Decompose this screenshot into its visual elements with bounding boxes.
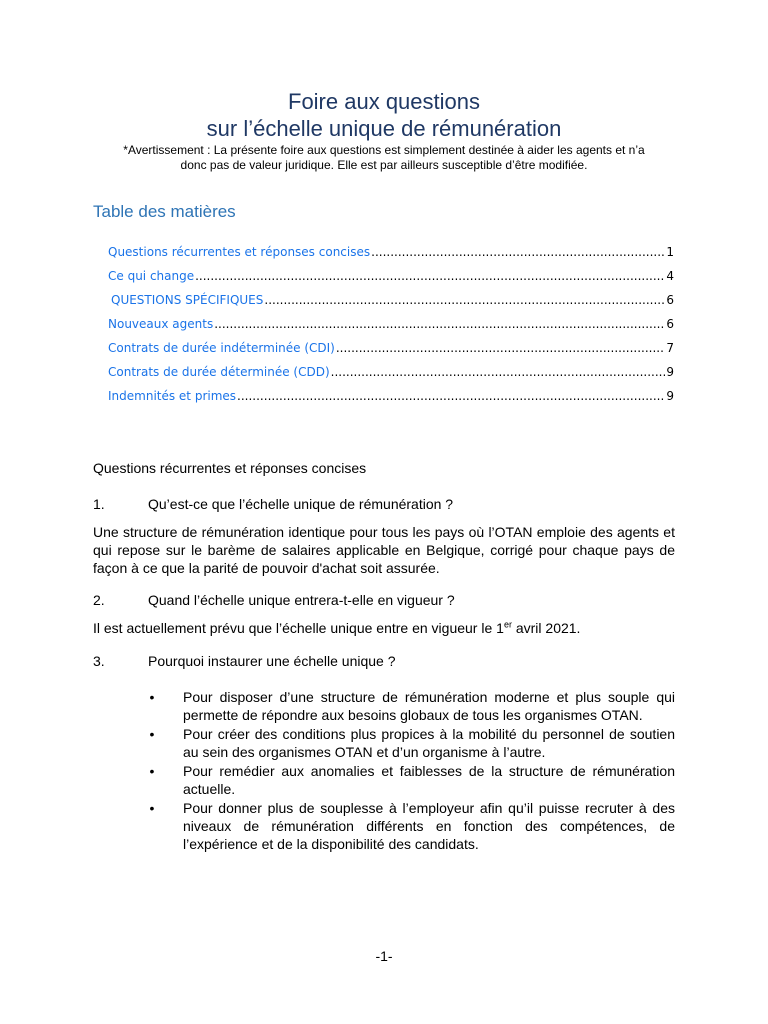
toc-entry-page: 9 [666, 389, 674, 403]
list-item-text: Pour disposer d’une structure de rémunération moderne et plus souple qui permette de répondre aux besoins globaux de tous les organismes OTAN. [183, 689, 675, 723]
answer-2-text-end: avril 2021. [511, 620, 581, 636]
section-heading: Questions récurrentes et réponses concises [93, 460, 367, 476]
toc-entry-page: 6 [666, 317, 674, 331]
question-2 [93, 591, 455, 609]
toc-entry-label[interactable]: Questions récurrentes et réponses concises [108, 245, 371, 259]
toc-heading: Table des matières [93, 202, 236, 221]
list-item-text: Pour donner plus de souplesse à l’employeur afin qu’il puisse recruter à des niveaux de rémunération différents en fonction des compétences, de l’expérience et de la disponibilité des candidats. [183, 800, 675, 852]
document-title-line-2: sur l’échelle unique de rémunération [206, 116, 562, 141]
list-item [145, 725, 675, 761]
question-number: 1. [93, 496, 105, 512]
toc-dot-leader [336, 338, 666, 358]
disclaimer-line-1: *Avertissement : La présente foire aux questions est simplement destinée à aider les agents et n’a [123, 143, 645, 157]
toc-entry-page: 1 [666, 245, 674, 259]
question-number: 3. [93, 653, 105, 669]
toc-entry-indemnites[interactable] [108, 386, 674, 406]
toc-dot-leader [214, 314, 665, 334]
toc-entry-label[interactable]: Nouveaux agents [108, 317, 214, 331]
answer-2-superscript: er [503, 619, 512, 630]
bullet-icon: • [149, 689, 155, 705]
bullet-icon: • [149, 763, 155, 779]
toc-entry-page: 6 [666, 293, 674, 307]
toc-entry-questions-specifiques[interactable] [108, 290, 674, 310]
toc-entry-cdi[interactable] [108, 338, 674, 358]
toc-entry-label[interactable]: QUESTIONS SPÉCIFIQUES [111, 293, 264, 307]
list-item [145, 762, 675, 798]
toc-entry-ce-qui-change[interactable] [108, 266, 674, 286]
answer-1: Une structure de rémunération identique pour tous les pays où l’OTAN emploie des agents et qui repose sur le barème de salaires applicable en Belgique, corrigé pour chaque pays de façon à ce que la parité de pouvoir d'achat soit assurée. [93, 524, 675, 576]
toc-entry-nouveaux-agents[interactable] [108, 314, 674, 334]
question-text: Pourquoi instaurer une échelle unique ? [148, 653, 396, 669]
question-3 [93, 652, 396, 670]
list-item [145, 688, 675, 724]
toc-dot-leader [237, 386, 665, 406]
toc-entry-label[interactable]: Contrats de durée indéterminée (CDI) [108, 341, 335, 355]
toc-dot-leader [331, 362, 666, 382]
toc-entry-page: 4 [666, 269, 674, 283]
page-number: -1- [375, 948, 393, 964]
disclaimer [90, 143, 678, 173]
question-text: Quand l’échelle unique entrera-t-elle en vigueur ? [148, 592, 455, 608]
list-item-text: Pour créer des conditions plus propices à la mobilité du personnel de soutien au sein des organismes OTAN et d’un organisme à l’autre. [183, 726, 675, 760]
toc-entry-label[interactable]: Ce qui change [108, 269, 195, 283]
answer-2 [93, 619, 675, 637]
toc-entry-label[interactable]: Indemnités et primes [108, 389, 237, 403]
answer-2-text: Il est actuellement prévu que l’échelle unique entre en vigueur le 1 [93, 620, 504, 636]
toc-dot-leader [195, 266, 665, 286]
toc-entry-page: 7 [666, 341, 674, 355]
question-number: 2. [93, 592, 105, 608]
toc-entry-questions-recurrentes[interactable] [108, 242, 674, 262]
toc-entry-label[interactable]: Contrats de durée déterminée (CDD) [108, 365, 330, 379]
document-title-line-1: Foire aux questions [288, 89, 480, 114]
question-text: Qu’est-ce que l’échelle unique de rémunération ? [148, 496, 454, 512]
bullet-icon: • [149, 726, 155, 742]
disclaimer-line-2: donc pas de valeur juridique. Elle est par ailleurs susceptible d’être modifiée. [180, 158, 588, 172]
question-1 [93, 495, 453, 513]
list-item [145, 799, 675, 853]
bullet-icon: • [149, 800, 155, 816]
list-item-text: Pour remédier aux anomalies et faiblesses de la structure de rémunération actuelle. [183, 763, 675, 797]
toc-entry-page: 9 [666, 365, 674, 379]
toc-entry-cdd[interactable] [108, 362, 674, 382]
toc-dot-leader [264, 290, 665, 310]
toc-dot-leader [371, 242, 665, 262]
reasons-list [145, 688, 675, 854]
